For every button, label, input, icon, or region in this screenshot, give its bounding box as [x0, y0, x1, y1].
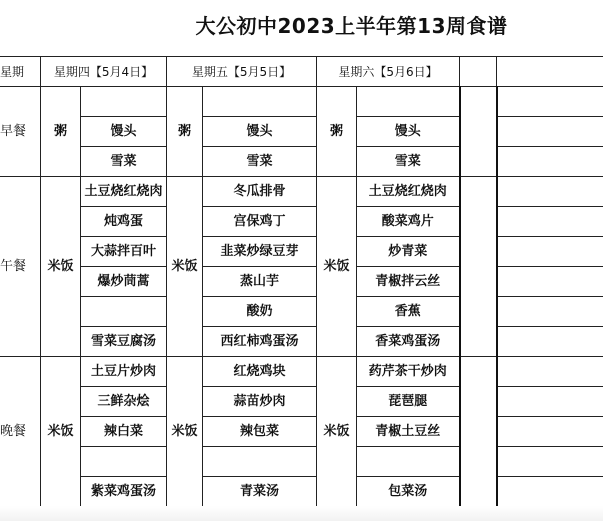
empty-cell [497, 327, 603, 357]
staple-cell: 米饭 [41, 357, 81, 507]
dish-cell [357, 447, 460, 477]
dish-cell: 辣包菜 [203, 417, 317, 447]
dish-cell: 三鲜杂烩 [81, 387, 167, 417]
day-header-thu: 星期四【5月4日】 [41, 57, 167, 87]
staple-cell: 米饭 [317, 357, 357, 507]
empty-cell [460, 87, 497, 177]
header-row [0, 57, 603, 87]
day-header-sat: 星期六【5月6日】 [317, 57, 460, 87]
dish-cell: 炖鸡蛋 [81, 207, 167, 237]
weekday-header: 星期 [0, 57, 41, 87]
dish-cell: 馒头 [203, 117, 317, 147]
empty-cell [497, 117, 603, 147]
dish-cell: 炒青菜 [357, 237, 460, 267]
dish-cell: 紫菜鸡蛋汤 [81, 477, 167, 507]
staple-cell: 米饭 [167, 177, 203, 357]
breakfast-row [0, 147, 603, 177]
empty-cell [497, 297, 603, 327]
dish-cell: 酸奶 [203, 297, 317, 327]
dish-cell: 酸菜鸡片 [357, 207, 460, 237]
dish-cell [81, 87, 167, 117]
dinner-row [0, 447, 603, 477]
empty-cell [497, 87, 603, 117]
staple-cell: 米饭 [167, 357, 203, 507]
dish-cell: 雪菜 [357, 147, 460, 177]
empty-cell [497, 447, 603, 477]
lunch-row [0, 267, 603, 297]
empty-cell [497, 357, 603, 387]
empty-cell [497, 177, 603, 207]
dish-cell: 香菜鸡蛋汤 [357, 327, 460, 357]
day-header-fri: 星期五【5月5日】 [167, 57, 317, 87]
empty-cell [497, 267, 603, 297]
staple-cell: 粥 [41, 87, 81, 177]
dish-cell: 馒头 [357, 117, 460, 147]
dish-cell: 雪菜 [203, 147, 317, 177]
empty-cell [497, 417, 603, 447]
empty-cell [497, 237, 603, 267]
dish-cell: 青菜汤 [203, 477, 317, 507]
dish-cell [203, 447, 317, 477]
dinner-row [0, 387, 603, 417]
dish-cell: 蒜苗炒肉 [203, 387, 317, 417]
dish-cell: 药芹茶干炒肉 [357, 357, 460, 387]
lunch-row [0, 327, 603, 357]
dish-cell: 雪菜豆腐汤 [81, 327, 167, 357]
lunch-row [0, 177, 603, 207]
dish-cell: 西红柿鸡蛋汤 [203, 327, 317, 357]
meal-label-dinner: 晚餐 [0, 357, 41, 507]
meal-label-lunch: 午餐 [0, 177, 41, 357]
dish-cell: 红烧鸡块 [203, 357, 317, 387]
dish-cell: 雪菜 [81, 147, 167, 177]
dish-cell: 韭菜炒绿豆芽 [203, 237, 317, 267]
dish-cell: 琵琶腿 [357, 387, 460, 417]
dish-cell [81, 297, 167, 327]
empty-cell [497, 147, 603, 177]
lunch-row [0, 297, 603, 327]
dinner-row [0, 477, 603, 507]
empty-header-cell [497, 57, 603, 87]
dish-cell: 青椒拌云丝 [357, 267, 460, 297]
menu-title: 大公初中2023上半年第13周食谱 [195, 14, 508, 38]
dish-cell: 大蒜拌百叶 [81, 237, 167, 267]
dish-cell [203, 87, 317, 117]
dinner-row [0, 417, 603, 447]
breakfast-row [0, 117, 603, 147]
empty-cell [497, 477, 603, 507]
dish-cell: 宫保鸡丁 [203, 207, 317, 237]
dinner-row [0, 357, 603, 387]
dish-cell: 土豆烧红烧肉 [81, 177, 167, 207]
dish-cell: 香蕉 [357, 297, 460, 327]
empty-cell [460, 177, 497, 357]
staple-cell: 米饭 [41, 177, 81, 357]
lunch-row [0, 207, 603, 237]
dish-cell: 蒸山芋 [203, 267, 317, 297]
weekly-menu-table [0, 56, 603, 507]
empty-cell [460, 357, 497, 507]
dish-cell: 爆炒茼蒿 [81, 267, 167, 297]
staple-cell: 粥 [167, 87, 203, 177]
staple-cell: 米饭 [317, 177, 357, 357]
staple-cell: 粥 [317, 87, 357, 177]
dish-cell: 包菜汤 [357, 477, 460, 507]
empty-cell [497, 387, 603, 417]
dish-cell: 土豆片炒肉 [81, 357, 167, 387]
dish-cell: 辣白菜 [81, 417, 167, 447]
bottom-edge [0, 506, 603, 521]
dish-cell: 冬瓜排骨 [203, 177, 317, 207]
meal-label-breakfast: 早餐 [0, 87, 41, 177]
lunch-row [0, 237, 603, 267]
empty-header-cell [460, 57, 497, 87]
dish-cell: 青椒土豆丝 [357, 417, 460, 447]
dish-cell: 土豆烧红烧肉 [357, 177, 460, 207]
dish-cell [357, 87, 460, 117]
dish-cell: 馒头 [81, 117, 167, 147]
empty-cell [497, 207, 603, 237]
breakfast-row [0, 87, 603, 117]
dish-cell [81, 447, 167, 477]
